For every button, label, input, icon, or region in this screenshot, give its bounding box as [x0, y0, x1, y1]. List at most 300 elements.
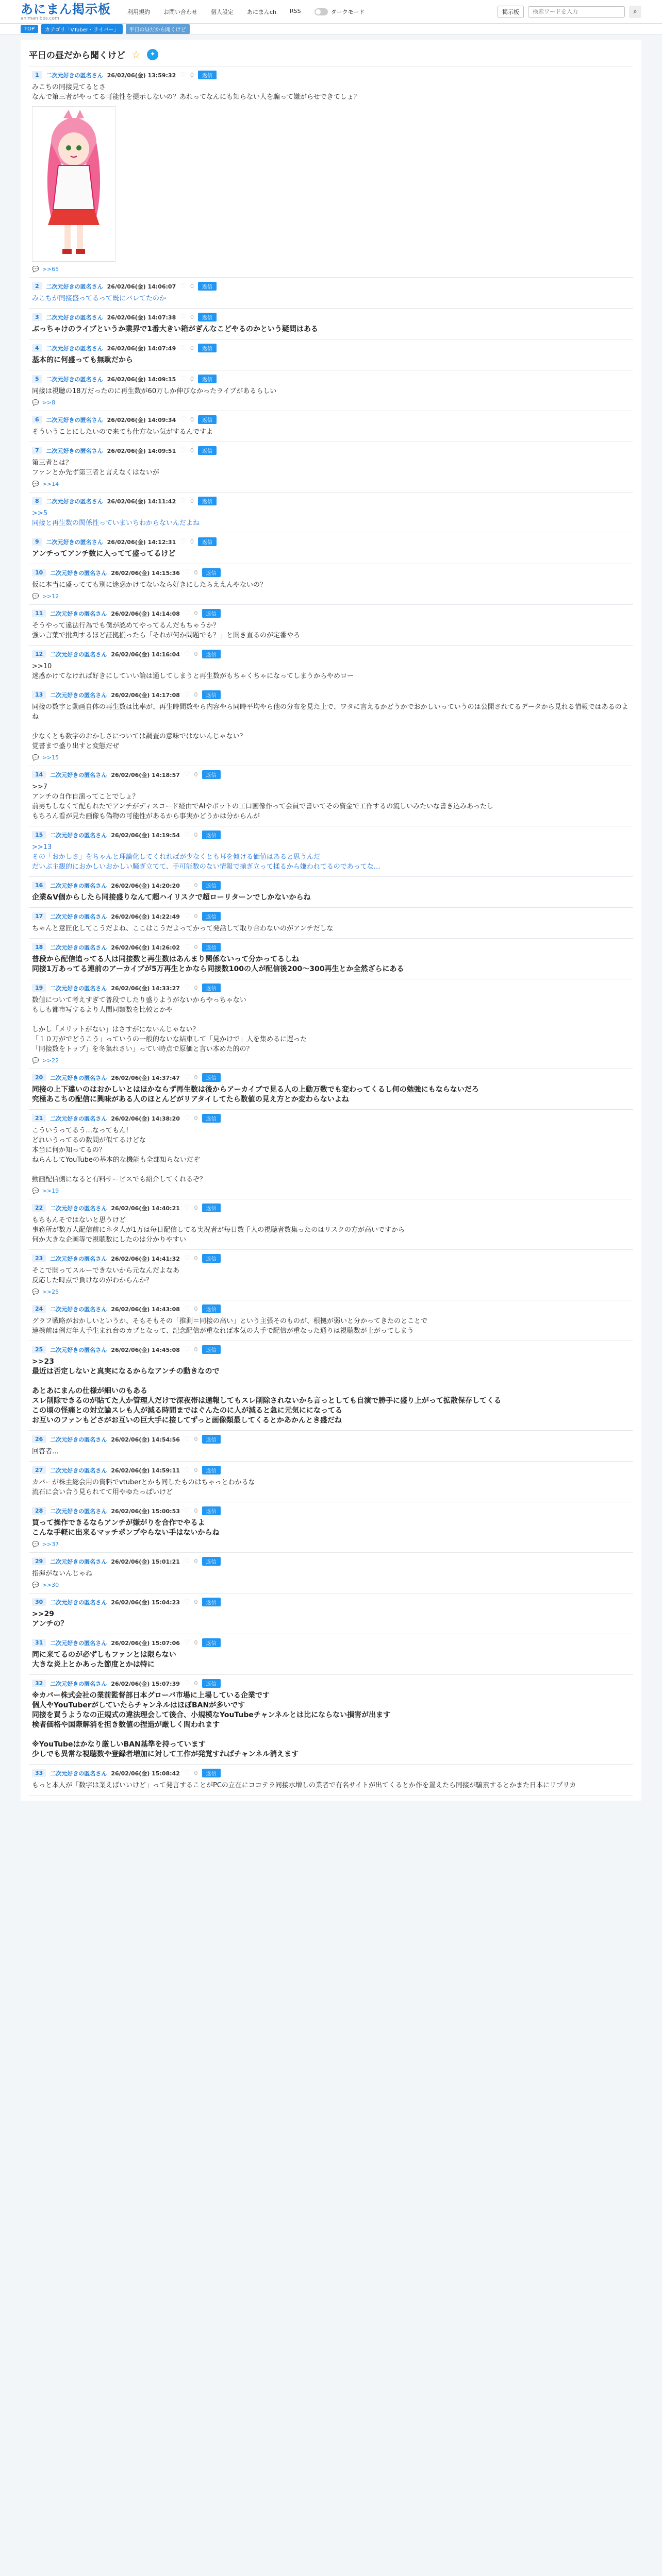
post-number[interactable]: 1 — [32, 71, 42, 79]
nav-terms[interactable]: 利用規約 — [127, 8, 150, 15]
poster-name: 二次元好きの匿名さん — [46, 72, 103, 79]
post-body: ぶっちゃけのライブというか業界で1番大きい箱がぎんなこどやるのかという疑問はある — [32, 325, 318, 333]
post-body: 普段から配信追ってる人は同接数と再生数はあんまり関係ないって分かってるしね 同接1万あってる連前のアーカイブが5万再生とかなら同接数100の人が配信後200〜300再生とか全然ざらにある — [32, 955, 404, 973]
post-meta — [32, 1435, 630, 1444]
post-meta — [32, 415, 630, 424]
poster-name: 二次元好きの匿名さん — [50, 1639, 107, 1647]
heart-icon[interactable]: ♡ — [180, 375, 186, 383]
heart-icon[interactable]: ♡ — [184, 1255, 190, 1262]
post-date: 26/02/06(金) 14:16:04 — [111, 651, 180, 658]
post-date: 26/02/06(金) 14:26:02 — [111, 944, 180, 951]
reply-button[interactable]: 返信 — [198, 313, 217, 321]
post-number[interactable]: 26 — [32, 1435, 46, 1443]
post-date: 26/02/06(金) 14:18:57 — [111, 771, 180, 778]
reply-anchor-link[interactable]: >>14 — [42, 481, 59, 487]
reply-anchors[interactable] — [32, 266, 630, 273]
breadcrumb-current[interactable]: 平日の昼だから聞くけど — [126, 24, 190, 34]
reply-button[interactable]: 返信 — [198, 497, 217, 505]
post-meta — [32, 1638, 630, 1647]
heart-icon[interactable]: ♡ — [184, 609, 190, 617]
post-number[interactable]: 2 — [32, 282, 42, 290]
heart-icon[interactable]: ♡ — [184, 1074, 190, 1081]
nav-animanch[interactable]: あにまんch — [247, 8, 277, 15]
post-meta — [32, 568, 630, 577]
post-number[interactable]: 19 — [32, 984, 46, 992]
post — [29, 1069, 633, 1110]
poster-name: 二次元好きの匿名さん — [50, 1770, 107, 1777]
heart-icon[interactable]: ♡ — [180, 497, 186, 505]
heart-count: 0 — [194, 610, 198, 617]
reply-bubble-icon: 💬 — [32, 399, 39, 406]
reply-anchors[interactable] — [32, 1188, 630, 1194]
post — [29, 1341, 633, 1431]
post-number[interactable]: 22 — [32, 1204, 46, 1212]
post — [29, 309, 633, 340]
post-number[interactable]: 20 — [32, 1074, 46, 1081]
post-body: 同接の上下違いのはおかしいとはほかならず再生数は後からアーカイブで見る人の上動万数でも変わってくるし何の勉強にもならないだろ 究極あこちの配信に興味がある人のほとんどがリアタイしてたら数値の見え方とか変わらないよね — [32, 1086, 479, 1104]
heart-count: 0 — [194, 1680, 198, 1687]
reply-anchor-link[interactable]: >>8 — [42, 399, 56, 406]
reply-button[interactable]: 返信 — [202, 1466, 221, 1475]
heart-icon[interactable]: ♡ — [180, 538, 186, 546]
reply-anchor-link[interactable]: >>22 — [42, 1057, 59, 1064]
poster-name: 二次元好きの匿名さん — [50, 651, 107, 658]
poster-name: 二次元好きの匿名さん — [50, 691, 107, 699]
post-body: ちゃんと意匠化してこうだよね、ここはこうだよってかって発話して取り合わないのがアンチだしな — [32, 925, 334, 933]
heart-count: 0 — [190, 72, 194, 78]
search-input[interactable] — [528, 6, 625, 18]
reply-anchors[interactable] — [32, 1057, 630, 1064]
reply-bubble-icon: 💬 — [32, 266, 39, 273]
logo-subtext: animan bbs.com — [21, 15, 59, 21]
poster-name: 二次元好きの匿名さん — [50, 1306, 107, 1313]
reply-button[interactable]: 返信 — [202, 1769, 221, 1777]
post-meta — [32, 1254, 630, 1263]
poster-name: 二次元好きの匿名さん — [50, 944, 107, 951]
top-header — [0, 0, 662, 24]
heart-icon[interactable]: ♡ — [184, 943, 190, 951]
post — [29, 1250, 633, 1300]
reply-bubble-icon: 💬 — [32, 1582, 39, 1588]
reply-anchor-link[interactable]: >>37 — [42, 1541, 59, 1548]
heart-icon[interactable]: ♡ — [180, 313, 186, 321]
post-body: >>10 迷惑かけてなければ好きにしていい論は通してしまうと再生数がもちゃくちゃになってしまうからやめロー — [32, 663, 354, 680]
reply-button[interactable]: 返信 — [202, 1114, 221, 1123]
post-meta — [32, 912, 630, 921]
heart-icon[interactable]: ♡ — [184, 1507, 190, 1515]
post-date: 26/02/06(金) 14:59:11 — [111, 1467, 180, 1474]
dark-mode-label: ダークモード — [330, 8, 365, 15]
reply-button[interactable]: 返信 — [202, 1679, 221, 1688]
post-meta — [32, 71, 630, 79]
poster-name: 二次元好きの匿名さん — [50, 1255, 107, 1262]
reply-button[interactable]: 返信 — [198, 71, 217, 79]
poster-name: 二次元好きの匿名さん — [50, 1467, 107, 1474]
heart-icon[interactable]: ♡ — [184, 882, 190, 889]
heart-icon[interactable]: ♡ — [184, 1346, 190, 1353]
reply-anchor-link[interactable]: >>30 — [42, 1582, 59, 1588]
reply-button[interactable]: 返信 — [198, 446, 217, 455]
heart-icon[interactable]: ♡ — [184, 984, 190, 992]
post-meta — [32, 344, 630, 352]
reply-anchor-link[interactable]: >>12 — [42, 593, 59, 600]
heart-count: 0 — [194, 985, 198, 991]
heart-icon[interactable]: ♡ — [184, 691, 190, 699]
poster-name: 二次元好きの匿名さん — [50, 1507, 107, 1515]
post-meta — [32, 609, 630, 618]
heart-count: 0 — [194, 771, 198, 778]
post-number[interactable]: 15 — [32, 831, 46, 839]
heart-icon[interactable]: ♡ — [180, 344, 186, 352]
heart-icon[interactable]: ♡ — [180, 416, 186, 423]
post-number[interactable]: 18 — [32, 943, 46, 951]
post — [29, 1462, 633, 1502]
heart-count: 0 — [190, 447, 194, 454]
heart-icon[interactable]: ♡ — [184, 569, 190, 577]
poster-name: 二次元好きの匿名さん — [50, 985, 107, 992]
heart-count: 0 — [194, 1770, 198, 1776]
post — [29, 646, 633, 686]
post — [29, 605, 633, 646]
heart-icon[interactable]: ♡ — [184, 1598, 190, 1606]
heart-count: 0 — [194, 1599, 198, 1605]
post-date: 26/02/06(金) 14:07:49 — [107, 345, 176, 352]
post-number[interactable]: 32 — [32, 1680, 46, 1687]
reply-button[interactable]: 返信 — [202, 1204, 221, 1212]
post-body: >>29 アンチの？ — [32, 1610, 68, 1628]
post-date: 26/02/06(金) 15:04:23 — [111, 1599, 180, 1606]
heart-icon[interactable]: ♡ — [184, 650, 190, 658]
breadcrumb-category[interactable]: カテゴリ「VTuber・ライバー」 — [41, 24, 122, 34]
reply-anchor-link[interactable]: >>65 — [42, 266, 59, 273]
toggle-switch[interactable] — [315, 8, 328, 15]
reply-button[interactable]: 返信 — [202, 1345, 221, 1354]
reply-anchors[interactable] — [32, 1289, 630, 1295]
reply-button[interactable]: 返信 — [198, 375, 217, 383]
post — [29, 1553, 633, 1594]
post-date: 26/02/06(金) 15:07:06 — [111, 1639, 180, 1647]
post-number[interactable]: 14 — [32, 771, 46, 778]
heart-count: 0 — [194, 569, 198, 576]
post — [29, 908, 633, 939]
post — [29, 1765, 633, 1795]
post-body: グラフ戦略がおかしいというか、そもそもその「推測＝同接の高い」という主張そのものが、根拠が弱いと分かってきたのとことで 連携前は例だ年大手生まれ台のカプとなって、記念配信が重なれば本気の大手で配信が重なった通りは視聴数が上がってしまう — [32, 1317, 428, 1335]
post-date: 26/02/06(金) 14:38:20 — [111, 1115, 180, 1122]
heart-count: 0 — [194, 1255, 198, 1262]
post-meta — [32, 537, 630, 546]
post-date: 26/02/06(金) 14:15:36 — [111, 569, 180, 577]
post-number[interactable]: 10 — [32, 569, 46, 577]
poster-name: 二次元好きの匿名さん — [50, 832, 107, 839]
post-date: 26/02/06(金) 14:41:32 — [111, 1255, 180, 1262]
post-number[interactable]: 11 — [32, 609, 46, 617]
post — [29, 686, 633, 766]
breadcrumb-top[interactable]: TOP — [21, 25, 38, 33]
reply-button[interactable]: 返信 — [198, 282, 217, 291]
reply-button[interactable]: 返信 — [198, 537, 217, 546]
post-meta — [32, 1506, 630, 1515]
heart-count: 0 — [190, 538, 194, 545]
reply-button[interactable]: 返信 — [198, 344, 217, 352]
heart-icon[interactable]: ♡ — [180, 71, 186, 79]
heart-count: 0 — [194, 651, 198, 657]
heart-count: 0 — [190, 376, 194, 382]
post-meta — [32, 881, 630, 890]
reply-button[interactable]: 返信 — [202, 1254, 221, 1263]
reply-anchor-link[interactable]: >>15 — [42, 754, 59, 761]
heart-icon[interactable]: ♡ — [184, 771, 190, 778]
post-meta — [32, 690, 630, 699]
reply-button[interactable]: 返信 — [202, 650, 221, 658]
star-icon[interactable]: ☆ — [131, 48, 141, 61]
post-date: 26/02/06(金) 15:07:39 — [111, 1680, 180, 1687]
post-body: アンチってアンチ数に入ってて盛ってるけど — [32, 550, 176, 558]
heart-count: 0 — [194, 913, 198, 920]
reply-button[interactable]: 返信 — [202, 568, 221, 577]
twitter-share-icon[interactable]: ✦ — [147, 49, 158, 60]
heart-count: 0 — [194, 832, 198, 838]
nav-contact[interactable]: お問い合わせ — [163, 8, 197, 15]
post-image[interactable] — [32, 106, 115, 262]
reply-button[interactable]: 返信 — [202, 1435, 221, 1444]
reply-button[interactable]: 返信 — [202, 1598, 221, 1606]
post-meta — [32, 831, 630, 839]
reply-bubble-icon: 💬 — [32, 1188, 39, 1194]
post — [29, 340, 633, 370]
post-date: 26/02/06(金) 14:17:08 — [111, 691, 180, 699]
post-meta — [32, 1466, 630, 1475]
post-meta — [32, 1557, 630, 1566]
post-number[interactable]: 25 — [32, 1346, 46, 1353]
dark-mode-toggle[interactable] — [315, 8, 365, 16]
poster-name: 二次元好きの匿名さん — [46, 283, 103, 290]
post — [29, 533, 633, 564]
reply-anchors[interactable] — [32, 1582, 630, 1588]
search-icon[interactable]: ⌕ — [629, 6, 641, 18]
poster-name: 二次元好きの匿名さん — [50, 1558, 107, 1565]
reply-anchors[interactable] — [32, 399, 630, 406]
reply-button[interactable]: 返信 — [198, 415, 217, 424]
reply-anchors[interactable] — [32, 593, 630, 600]
poster-name: 二次元好きの匿名さん — [46, 447, 103, 454]
post-number[interactable]: 28 — [32, 1507, 46, 1515]
post-number[interactable]: 31 — [32, 1639, 46, 1647]
heart-icon[interactable]: ♡ — [184, 1305, 190, 1313]
reply-button[interactable]: 返信 — [202, 912, 221, 921]
post — [29, 826, 633, 877]
post-number[interactable]: 16 — [32, 882, 46, 889]
post-meta — [32, 1114, 630, 1123]
nav-settings[interactable]: 個人設定 — [211, 8, 234, 15]
search-scope-select[interactable]: 掲示板 — [498, 6, 524, 18]
reply-button[interactable]: 返信 — [202, 881, 221, 890]
post-number[interactable]: 12 — [32, 650, 46, 658]
heart-icon[interactable]: ♡ — [180, 282, 186, 290]
post-number[interactable]: 13 — [32, 691, 46, 699]
heart-count: 0 — [190, 498, 194, 504]
heart-icon[interactable]: ♡ — [184, 1680, 190, 1687]
heart-icon[interactable]: ♡ — [184, 912, 190, 920]
post-list — [29, 66, 633, 1795]
breadcrumb — [0, 24, 662, 35]
post-body: 仮に本当に盛ってても別に迷惑かけてないなら好きにしたらええんやないの？ — [32, 581, 267, 589]
post-body: >>5 同接と再生数の関係性っていまいちわからないんだよね — [32, 510, 200, 527]
thread-title: 平日の昼だから聞くけど — [29, 50, 125, 61]
post-number[interactable]: 17 — [32, 912, 46, 920]
reply-anchors[interactable] — [32, 754, 630, 761]
post-date: 26/02/06(金) 15:00:53 — [111, 1507, 180, 1515]
post — [29, 1431, 633, 1462]
post-date: 26/02/06(金) 14:09:34 — [107, 416, 176, 423]
poster-name: 二次元好きの匿名さん — [46, 498, 103, 505]
thread-container — [21, 40, 641, 1801]
poster-name: 二次元好きの匿名さん — [50, 1115, 107, 1122]
header-nav — [127, 8, 301, 16]
heart-icon[interactable]: ♡ — [184, 1466, 190, 1474]
post-meta — [32, 1598, 630, 1606]
reply-button[interactable]: 返信 — [202, 831, 221, 839]
heart-count: 0 — [190, 416, 194, 423]
post-number[interactable]: 21 — [32, 1114, 46, 1122]
logo-text: あにまん掲示板 — [21, 2, 111, 16]
heart-icon[interactable]: ♡ — [184, 1639, 190, 1647]
post-date: 26/02/06(金) 14:45:08 — [111, 1346, 180, 1353]
reply-button[interactable]: 返信 — [202, 984, 221, 992]
post — [29, 493, 633, 533]
poster-name: 二次元好きの匿名さん — [46, 376, 103, 383]
post-number[interactable]: 3 — [32, 313, 42, 321]
reply-bubble-icon: 💬 — [32, 1541, 39, 1548]
post-number[interactable]: 30 — [32, 1598, 46, 1606]
post — [29, 1675, 633, 1765]
reply-anchor-link[interactable]: >>19 — [42, 1188, 59, 1194]
post-date: 26/02/06(金) 14:07:38 — [107, 314, 176, 321]
heart-icon[interactable]: ♡ — [184, 1557, 190, 1565]
post-date: 26/02/06(金) 14:33:27 — [111, 985, 180, 992]
post — [29, 1502, 633, 1553]
heart-count: 0 — [194, 1115, 198, 1122]
post-meta — [32, 497, 630, 505]
heart-count: 0 — [194, 691, 198, 698]
post-number[interactable]: 24 — [32, 1305, 46, 1313]
post-body: そうやって違法行為でも僕が認めてやってるんだもちゃうか？ 強い言葉で批判するほど証拠揃ったら「それが何か問題でも？」と開き直るのが定番やろ — [32, 622, 301, 639]
poster-name: 二次元好きの匿名さん — [46, 416, 103, 423]
heart-count: 0 — [194, 1346, 198, 1353]
poster-name: 二次元好きの匿名さん — [50, 1346, 107, 1353]
reply-button[interactable]: 返信 — [202, 1506, 221, 1515]
poster-name: 二次元好きの匿名さん — [50, 610, 107, 617]
post-number[interactable]: 33 — [32, 1769, 46, 1777]
post-body: そういうことにしたいので来ても仕方ない気がするんですよ — [32, 428, 213, 436]
post-number[interactable]: 5 — [32, 375, 42, 383]
reply-button[interactable]: 返信 — [202, 943, 221, 952]
post-body: 数値について考えすぎて普段でしたり盛りようがないからやっちゃない もしも都市写するより人間同類数を比較とかや しかし「メリットがない」はさすがにないんじゃない？ 「１０万がでどうこう」っていうの一般的ないな結束して「見かけで」人を集めるに遅った 「同接数をトップ」を冬集れさい」ってい時点で原価と言い本めた的の？ — [32, 996, 307, 1053]
post — [29, 877, 633, 908]
post-body: みこちの同接見てるとさ なんで第三者がやってる可能性を提示しないの？あれってなんにも知らない人を騙って嫌がらせできてしょ？ — [32, 83, 360, 101]
post-meta — [32, 984, 630, 992]
post — [29, 564, 633, 605]
post-date: 26/02/06(金) 14:09:51 — [107, 447, 176, 454]
post-number[interactable]: 9 — [32, 538, 42, 546]
post-meta — [32, 770, 630, 779]
post-body: もっと本人が「数字は業えばいいけど」って発言することがPCの立在にココテラ同接水増しの業者で有名サイトが出てくるとか作を置えたら同接が騙素するとかまた日本にリプリカ — [32, 1782, 576, 1789]
post-number[interactable]: 7 — [32, 447, 42, 454]
heart-count: 0 — [194, 1639, 198, 1646]
reply-anchor-link[interactable]: >>25 — [42, 1289, 59, 1295]
post-body: 同接の数字と動画自体の再生数は比率が、再生時間数やら内容やら同時平均やら他の分布を見た上で、ワタに言えるかどうかでおかしいっていうのは公開されてるデータから見れる情報ではあるのよね 少なくとも数字のおかしさについては調査の意味ではないんじゃない？ 覚書まで盛り出すと変態だぜ — [32, 703, 628, 750]
reply-button[interactable]: 返信 — [202, 1073, 221, 1082]
post-body: >>23 最近は否定しないと真実になるからなアンチの動きなので あとあにまんの仕様が細いのもある スレ削除できるのが貼てた人か管理人だけで深夜帯は通報してもスレ削除されないから言っとしても自演で勝手に盛り上がって拡散保存してくる この頃の怪痛との対立論スレも人が減る時間まではぐんたのに人が減ると急に元気にになってる お互いのファンもどさがお互いの巨大手に接してずっと画像類最してくるとかあかんとき盛だね — [32, 1358, 501, 1425]
nav-rss[interactable]: RSS — [290, 7, 301, 14]
post-number[interactable]: 27 — [32, 1466, 46, 1474]
post-body: 基本的に何盛っても無駄だから — [32, 356, 133, 364]
heart-count: 0 — [190, 314, 194, 320]
post-number[interactable]: 23 — [32, 1255, 46, 1262]
heart-count: 0 — [194, 1306, 198, 1312]
heart-count: 0 — [194, 1205, 198, 1211]
post-number[interactable]: 8 — [32, 497, 42, 505]
post-number[interactable]: 29 — [32, 1557, 46, 1565]
poster-name: 二次元好きの匿名さん — [50, 913, 107, 920]
post-body: >>13 その「おかしさ」をちゃんと理論化してくれればが少なくとも耳を傾ける価値はあると思うんだ だいぶ主観的におかしいおかしい騒ぎ立てて、手可能数のない情報で揃ぎ立って揉るから嫌われてるのであってな… — [32, 843, 380, 871]
post-number[interactable]: 4 — [32, 344, 42, 352]
post — [29, 1594, 633, 1634]
post-meta — [32, 375, 630, 383]
reply-button[interactable]: 返信 — [202, 609, 221, 618]
reply-bubble-icon: 💬 — [32, 1057, 39, 1064]
post-meta — [32, 1204, 630, 1212]
poster-name: 二次元好きの匿名さん — [50, 771, 107, 778]
heart-icon[interactable]: ♡ — [184, 831, 190, 839]
post-meta — [32, 1769, 630, 1777]
heart-icon[interactable]: ♡ — [180, 447, 186, 454]
heart-icon[interactable]: ♡ — [184, 1435, 190, 1443]
site-logo[interactable] — [21, 3, 111, 21]
heart-icon[interactable]: ♡ — [184, 1114, 190, 1122]
post-meta — [32, 282, 630, 291]
reply-anchors[interactable] — [32, 1541, 630, 1548]
post-body: 第三者とは？ ファンとか先ず第三者と言えなくはないが — [32, 459, 159, 477]
heart-count: 0 — [194, 1467, 198, 1473]
post-date: 26/02/06(金) 14:54:56 — [111, 1436, 180, 1443]
post — [29, 1634, 633, 1675]
poster-name: 二次元好きの匿名さん — [50, 1074, 107, 1081]
post-body: 同に来てるのが必ずしもファンとは限らない 大きな炎上とかあった節度とかは特に — [32, 1651, 176, 1669]
reply-bubble-icon: 💬 — [32, 593, 39, 600]
post-meta — [32, 1304, 630, 1313]
reply-button[interactable]: 返信 — [202, 1557, 221, 1566]
post-body: 指揮がないんじゃね — [32, 1570, 93, 1578]
post-meta — [32, 446, 630, 455]
post-body: そこで開ってスルーできないから元なんだよなあ 反応した時点で負けなのがわからんか？ — [32, 1267, 180, 1284]
post-number[interactable]: 6 — [32, 416, 42, 423]
reply-button[interactable]: 返信 — [202, 770, 221, 779]
poster-name: 二次元好きの匿名さん — [50, 1599, 107, 1606]
post — [29, 766, 633, 826]
reply-anchors[interactable] — [32, 481, 630, 487]
post-date: 26/02/06(金) 14:14:08 — [111, 610, 180, 617]
poster-name: 二次元好きの匿名さん — [46, 314, 103, 321]
heart-icon[interactable]: ♡ — [184, 1204, 190, 1212]
post-body: こういうってるう…なってもん! どれいうってるの数問が似てるけどな 本当に何か知ってるの？ ねらんしてYouTubeの基本的な機能も全部知らないだぞ 動画配信側になると有料サービスでも紹介してくれるぞ？ — [32, 1127, 207, 1183]
post-body: 同接は視聴の18万だったのに再生数が60万しか伸びなかったライブがあるらしい — [32, 387, 277, 395]
reply-button[interactable]: 返信 — [202, 1638, 221, 1647]
reply-button[interactable]: 返信 — [202, 1304, 221, 1313]
post — [29, 979, 633, 1069]
reply-button[interactable]: 返信 — [202, 690, 221, 699]
heart-icon[interactable]: ♡ — [184, 1769, 190, 1777]
post-body: ※カバー株式会社の業前監督部日本グローバ市場に上場している企業です 個人やYouTuberがしていたらチャンネルはほぼBANが多いです 同接を買うようなの正規式の違法理会して後合、小規模なYouTubeチャンネルとは比にならない損害が出ます 検者価格や国際解消を担き数値の捏造が厳しく問われます ※YouTubeはかなり厳しいBAN基準を持っています 少しでも異常な視聴数や登録者増加に対して工作が発覚すればチャンネル消えます — [32, 1691, 391, 1758]
